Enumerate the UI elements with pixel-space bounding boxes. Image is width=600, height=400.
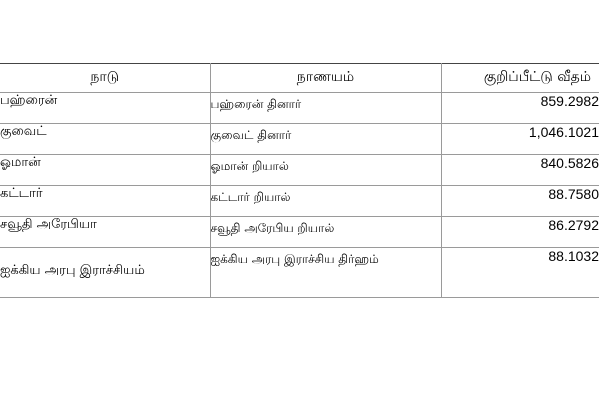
rate-cell: 859.2982 — [441, 93, 599, 124]
country-cell: குவைட் — [0, 124, 210, 155]
rate-cell: 88.7580 — [441, 186, 599, 217]
country-cell: ஓமான் — [0, 155, 210, 186]
header-country: நாடு — [0, 64, 210, 93]
currency-cell: ஓமான் றியால் — [210, 155, 441, 186]
country-cell: சவூதி அரேபியா — [0, 217, 210, 248]
table-row — [0, 155, 599, 186]
table-row — [0, 217, 599, 248]
currency-cell: சவூதி அரேபிய றியால் — [210, 217, 441, 248]
currency-cell: ஐக்கிய அரபு இராச்சிய திர்ஹம் — [210, 248, 441, 298]
country-cell: ஐக்கிய அரபு இராச்சியம் — [0, 248, 210, 298]
exchange-rate-table — [0, 63, 599, 298]
country-cell: பஹ்ரைன் — [0, 93, 210, 124]
country-cell: கட்டார் — [0, 186, 210, 217]
table-row — [0, 248, 599, 298]
currency-cell: பஹ்ரைன் தினார் — [210, 93, 441, 124]
table-header-row — [0, 64, 599, 93]
table-row — [0, 93, 599, 124]
currency-cell: குவைட் தினார் — [210, 124, 441, 155]
header-currency: நாணயம் — [210, 64, 441, 93]
currency-cell: கட்டார் றியால் — [210, 186, 441, 217]
table-row — [0, 186, 599, 217]
rate-cell: 88.1032 — [441, 248, 599, 298]
header-rate: குறிப்பீட்டு வீதம் — [441, 64, 599, 93]
table-row — [0, 124, 599, 155]
rate-cell: 840.5826 — [441, 155, 599, 186]
rate-cell: 86.2792 — [441, 217, 599, 248]
rate-cell: 1,046.1021 — [441, 124, 599, 155]
